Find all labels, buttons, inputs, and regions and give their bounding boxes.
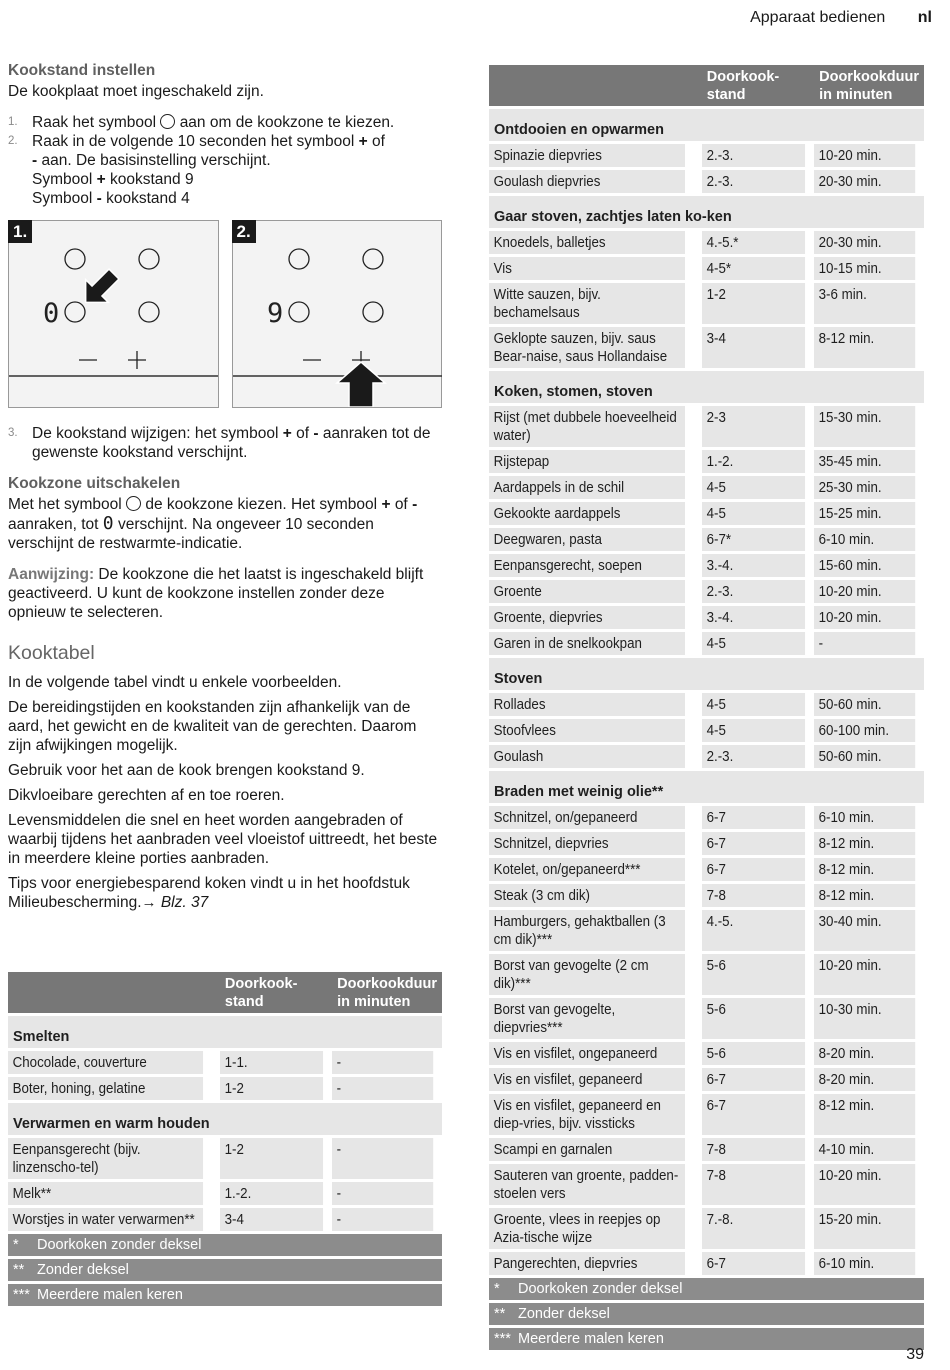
table-cell: Rijstepap [489,450,685,473]
table-cell: Hamburgers, gehaktballen (3 cm dik)*** [489,910,685,951]
header-cell [8,972,220,1013]
table-cell: 4-5* [702,257,805,280]
table-cell: 20-30 min. [814,170,915,193]
table-cell: Deegwaren, pasta [489,528,685,551]
heading-kookzone-uitschakelen: Kookzone uitschakelen [8,475,181,492]
group-title: Koken, stomen, stoven [489,371,924,403]
table-cell: Melk** [8,1182,203,1205]
note-label: Aanwijzing: [8,566,95,583]
table-row [8,1077,442,1100]
table-cell: 6-7 [702,1094,805,1135]
table-cell: 3.-4. [702,606,805,629]
table-cell: Spinazie diepvries [489,144,685,167]
paragraph-1: In de volgende tabel vindt u enkele voorbeelden. [8,674,342,691]
table-cell: Scampi en garnalen [489,1138,685,1161]
table-cell: Worstjes in water verwarmen** [8,1208,203,1231]
table-cell: 50-60 min. [814,693,915,716]
footnote-mark: *** [494,1331,511,1347]
table-cell: 3-6 min. [814,283,915,324]
table-cell: 10-30 min. [814,998,915,1039]
table-cell: Boter, honing, gelatine [8,1077,203,1100]
table-cell: - [332,1208,433,1231]
table-cell: 2.-3. [702,170,805,193]
table-cell: 8-20 min. [814,1042,915,1065]
footnote-row [489,1278,924,1300]
arrow-right-icon: → [141,894,157,911]
table-cell: Sauteren van groente, padden-stoelen vers [489,1164,685,1205]
table-cell: Kotelet, on/gepaneerd*** [489,858,685,881]
table-cell: 25-30 min. [814,476,915,499]
footnote [8,1284,442,1306]
paragraph-3: Gebruik voor het aan de kook brengen kookstand 9. [8,762,365,779]
table-row [489,606,924,629]
cooktop-panel-icon [9,221,218,407]
footnote-text: Zonder deksel [518,1306,610,1322]
language-code: nl [917,9,932,26]
step-3: 3. De kookstand wijzigen: het symbool + of - aanraken tot de gewenste kookstand verschijnt. [8,425,431,461]
footnote-mark: ** [494,1306,506,1322]
table-cell: 8-12 min. [814,858,915,881]
paragraph-4: Dikvloeibare gerechten af en toe roeren. [8,787,285,804]
cooking-table [489,62,924,1353]
table-cell: 50-60 min. [814,745,915,768]
digit-display: 9 [266,298,283,329]
table-cell: 4-5 [702,502,805,525]
cooking-table [8,969,442,1309]
table-cell: 20-30 min. [814,231,915,254]
table-cell: Witte sauzen, bijv. bechamelsaus [489,283,685,324]
step-2: 2. Raak in de volgende 10 seconden het symbool + of - aan. De basisinstelling verschijnt. [8,133,385,169]
symbol-plus-line: Symbool + kookstand 9 [32,171,194,188]
table-row [489,806,924,829]
step-1: 1. Raak het symbool aan om de kookzone te kiezen. [8,114,395,131]
table-cell: Knoedels, balletjes [489,231,685,254]
table-row [489,476,924,499]
table-cell: 4-5 [702,632,805,655]
footnote-mark: *** [13,1287,30,1303]
table-cell: 7-8 [702,884,805,907]
footnote-row [489,1328,924,1350]
table-cell: 1.-2. [702,450,805,473]
group-header-row [8,1016,442,1048]
table-row [489,832,924,855]
group-title: Braden met weinig olie** [489,771,924,803]
table-row [489,580,924,603]
table-cell: 8-12 min. [814,327,915,368]
intro-paragraph: De kookplaat moet ingeschakeld zijn. [8,83,264,100]
footnote [489,1278,924,1300]
group-header-row [489,371,924,403]
footnote-row [489,1303,924,1325]
uitschakelen-paragraph: Met het symbool de kookzone kiezen. Het symbool + of - aanraken, tot 0 verschijnt. Na ongeveer 10 seconden verschijnt de restwarmte-indicatie. [8,496,418,552]
table-cell: 7.-8. [702,1208,805,1249]
table-cell: Groente, diepvries [489,606,685,629]
table-cell: Pangerechten, diepvries [489,1252,685,1275]
table-cell: 1-2 [220,1077,323,1100]
table-cell: Groente [489,580,685,603]
footnote-mark: ** [13,1262,25,1278]
header-cell-duur: Doorkookduur in minuten [332,972,442,1013]
circle-symbol-icon [126,496,141,511]
table-cell: Schnitzel, diepvries [489,832,685,855]
table-row [489,998,924,1039]
table-cell: Geklopte sauzen, bijv. saus Bear-naise, saus Hollandaise [489,327,685,368]
table-cell: 4.-5. [702,910,805,951]
table-cell: Aardappels in de schil [489,476,685,499]
minus-symbol: - [32,152,38,169]
header-cell-duur: Doorkookduur in minuten [814,65,924,106]
table-cell: 5-6 [702,998,805,1039]
footnote-row [8,1284,442,1306]
table-cell: - [814,632,915,655]
table-cell: Rijst (met dubbele hoeveelheid water) [489,406,685,447]
table-cell: 10-20 min. [814,144,915,167]
table-cell: 6-10 min. [814,806,915,829]
table-cell: 15-20 min. [814,1208,915,1249]
illustration-step-2 [232,220,443,408]
cooking-table-right [489,62,924,1353]
table-cell: 60-100 min. [814,719,915,742]
table-row [489,632,924,655]
table-row [489,1042,924,1065]
figure-number: 1. [8,220,32,243]
table-row [489,884,924,907]
table-row [8,1208,442,1231]
group-title: Ontdooien en opwarmen [489,109,924,141]
table-cell: 10-20 min. [814,954,915,995]
table-cell: 10-20 min. [814,606,915,629]
illustration-step-1 [8,220,219,408]
table-cell: 35-45 min. [814,450,915,473]
table-cell: 3-4 [702,327,805,368]
table-cell: Vis en visfilet, gepaneerd [489,1068,685,1091]
table-row [489,257,924,280]
table-row [489,502,924,525]
table-row [489,554,924,577]
footnote-text: Zonder deksel [37,1262,129,1278]
table-row [8,1051,442,1074]
table-cell: 8-12 min. [814,832,915,855]
table-cell: Borst van gevogelte, diepvries*** [489,998,685,1039]
digit-display: 0 [43,298,60,329]
header-cell-stand: Doorkook-stand [220,972,332,1013]
cooking-table-left [8,969,442,1309]
group-header-row [8,1103,442,1135]
table-cell: 6-7 [702,1252,805,1275]
table-cell: 5-6 [702,954,805,995]
table-cell: 2.-3. [702,580,805,603]
table-cell: 1-2 [702,283,805,324]
table-cell: 6-10 min. [814,528,915,551]
group-title: Stoven [489,658,924,690]
table-row [489,1164,924,1205]
group-header-row [489,658,924,690]
table-cell: 6-7 [702,806,805,829]
table-cell: 3.-4. [702,554,805,577]
table-row [489,910,924,951]
table-cell: 2.-3. [702,144,805,167]
table-cell: Stoofvlees [489,719,685,742]
footnote-mark: * [494,1281,500,1297]
paragraph-2: De bereidingstijden en kookstanden zijn afhankelijk van de aard, het gewicht en de kwaliteit van de gerechten. Daarom zijn afwijkingen mogelijk. [8,699,417,754]
table-row [489,450,924,473]
table-row [489,719,924,742]
table-cell: 2-3 [702,406,805,447]
table-row [489,954,924,995]
heading-kookstand-instellen: Kookstand instellen [8,62,156,79]
footnote [489,1328,924,1350]
table-cell: Schnitzel, on/gepaneerd [489,806,685,829]
group-header-row [489,771,924,803]
table-cell: Rollades [489,693,685,716]
footnote [8,1259,442,1281]
table-row [8,1138,442,1179]
table-row [489,283,924,324]
up-arrow-icon [337,362,385,407]
table-cell: 1.-2. [220,1182,323,1205]
table-row [8,1182,442,1205]
table-header-row [8,972,442,1013]
step-list [8,113,442,208]
table-cell: Goulash [489,745,685,768]
table-cell: - [332,1077,433,1100]
table-row [489,406,924,447]
page-reference: Blz. 37 [160,894,209,911]
circle-symbol-icon [160,114,175,129]
group-title: Gaar stoven, zachtjes laten ko-ken [489,196,924,228]
table-cell: 6-7 [702,858,805,881]
table-cell: Goulash diepvries [489,170,685,193]
header-cell [489,65,702,106]
paragraph-6: Tips voor energiebesparend koken vindt u in het hoofdstuk Milieubescherming.→ Blz. 37 [8,875,410,911]
group-title: Smelten [8,1016,442,1048]
table-cell: 7-8 [702,1164,805,1205]
left-column [8,61,442,918]
footnote [8,1234,442,1256]
table-cell: 15-25 min. [814,502,915,525]
table-cell: - [332,1138,433,1179]
footnote-row [8,1259,442,1281]
table-cell: Chocolade, couverture [8,1051,203,1074]
table-row [489,693,924,716]
table-row [489,528,924,551]
table-cell: Eenpansgerecht (bijv. linzenscho-tel) [8,1138,203,1179]
table-row [489,144,924,167]
table-cell: 7-8 [702,1138,805,1161]
paragraph-5: Levensmiddelen die snel en heet worden aangebraden of waarbij tijdens het aanbraden veel vloeistof uittreedt, het beste in meerdere kleine porties aanbraden. [8,812,438,867]
footnote [489,1303,924,1325]
table-cell: 6-7* [702,528,805,551]
table-row [489,327,924,368]
footnote-text: Doorkoken zonder deksel [518,1281,683,1297]
table-cell: Borst van gevogelte (2 cm dik)*** [489,954,685,995]
table-cell: - [332,1182,433,1205]
table-cell: 30-40 min. [814,910,915,951]
note-paragraph: Aanwijzing: De kookzone die het laatst is ingeschakeld blijft geactiveerd. U kunt de kookzone instellen zonder deze opnieuw te selecteren. [8,566,424,621]
plus-symbol: + [358,133,368,150]
table-cell: 6-7 [702,832,805,855]
table-row [489,745,924,768]
header-cell-stand: Doorkook-stand [702,65,814,106]
footnote-mark: * [13,1237,19,1253]
table-cell: 4.-5.* [702,231,805,254]
footnote-row [8,1234,442,1256]
group-header-row [489,196,924,228]
table-cell: 10-20 min. [814,1164,915,1205]
table-cell: 1-2 [220,1138,323,1179]
table-cell: 8-20 min. [814,1068,915,1091]
table-cell: - [332,1051,433,1074]
table-cell: Groente, vlees in reepjes op Azia-tische wijze [489,1208,685,1249]
table-row [489,858,924,881]
table-cell: 6-10 min. [814,1252,915,1275]
table-row [489,231,924,254]
table-cell: 5-6 [702,1042,805,1065]
table-cell: Garen in de snelkookpan [489,632,685,655]
table-row [489,1094,924,1135]
hand-arrow-icon [74,263,125,314]
table-cell: Eenpansgerecht, soepen [489,554,685,577]
table-row [489,170,924,193]
table-row [489,1138,924,1161]
table-cell: 10-15 min. [814,257,915,280]
table-cell: 2.-3. [702,745,805,768]
table-cell: 6-7 [702,1068,805,1091]
table-header-row [489,65,924,106]
table-cell: Vis en visfilet, gepaneerd en diep-vries, bijv. vissticks [489,1094,685,1135]
zero-digit-icon: 0 [102,513,114,534]
table-cell: 1-1. [220,1051,323,1074]
symbol-minus-line: Symbool - kookstand 4 [32,190,190,207]
figure-number: 2. [232,220,256,243]
table-row [489,1208,924,1249]
table-cell: 8-12 min. [814,1094,915,1135]
table-cell: Gekookte aardappels [489,502,685,525]
table-row [489,1068,924,1091]
cooktop-panel-icon [233,221,442,407]
table-cell: 15-30 min. [814,406,915,447]
table-cell: 4-5 [702,719,805,742]
group-header-row [489,109,924,141]
footnote-text: Meerdere malen keren [37,1287,183,1303]
illustrations [8,220,442,408]
table-cell: Steak (3 cm dik) [489,884,685,907]
footnote-text: Doorkoken zonder deksel [37,1237,202,1253]
table-cell: 4-5 [702,476,805,499]
heading-kooktabel: Kooktabel [8,642,95,664]
table-cell: 10-20 min. [814,580,915,603]
table-cell: 4-10 min. [814,1138,915,1161]
section-title: Apparaat bedienen [750,9,886,26]
page-header [750,9,932,27]
footnote-text: Meerdere malen keren [518,1331,664,1347]
table-cell: Vis [489,257,685,280]
table-row [489,1252,924,1275]
table-cell: 4-5 [702,693,805,716]
table-cell: Vis en visfilet, ongepaneerd [489,1042,685,1065]
group-title: Verwarmen en warm houden [8,1103,442,1135]
table-cell: 3-4 [220,1208,323,1231]
table-cell: 8-12 min. [814,884,915,907]
page-number: 39 [906,1346,924,1363]
table-cell: 15-60 min. [814,554,915,577]
